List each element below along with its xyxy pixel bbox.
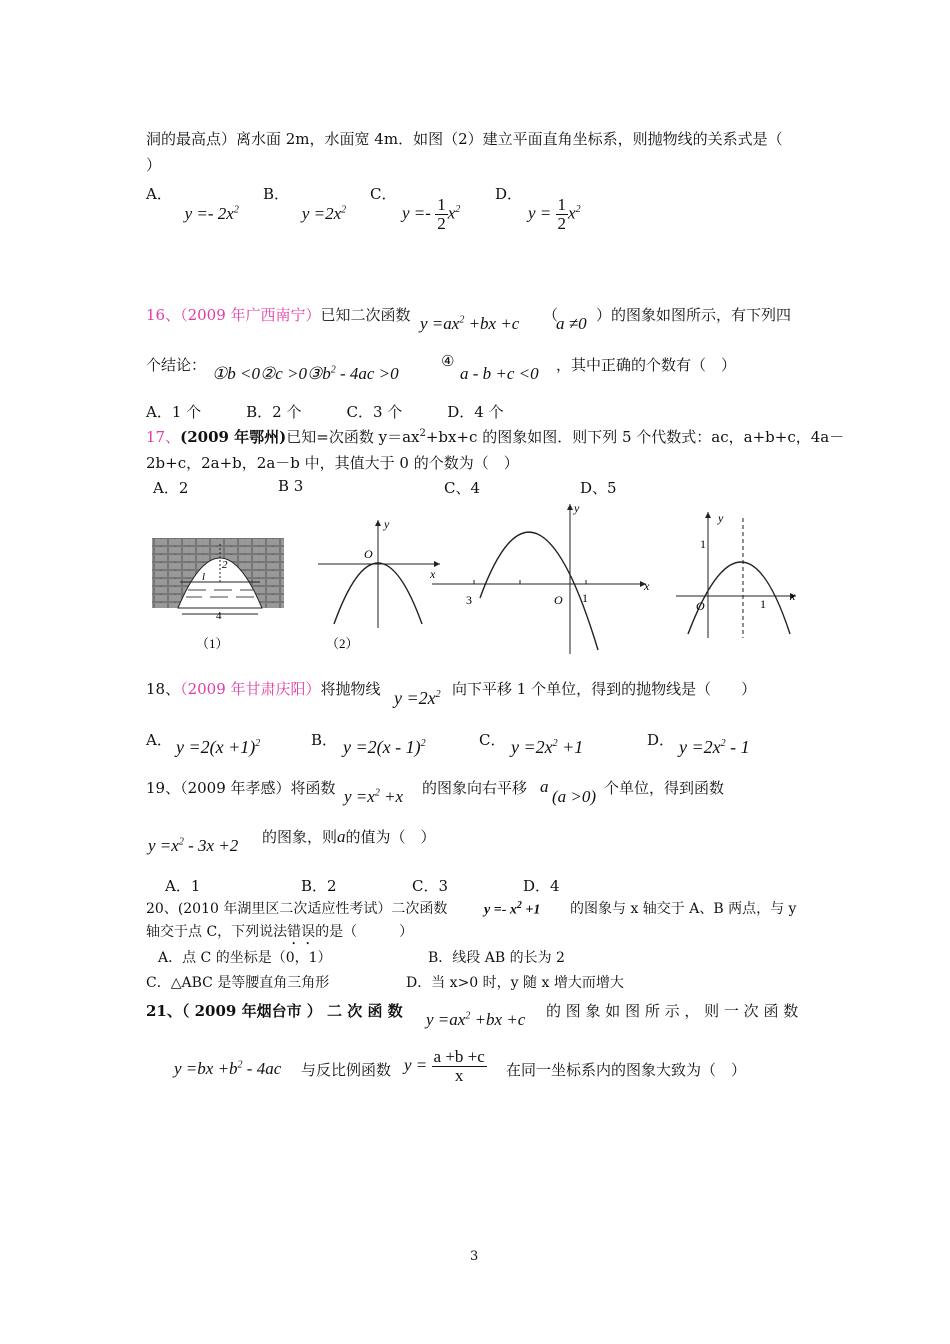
- q21-func: $y =ax^2 +bx +c$: [426, 1010, 526, 1029]
- q18-opt-a-expr: $y =2(x +1)^2$: [176, 737, 261, 757]
- q20-line1-end: 的图象与 x 轴交于 A、B 两点，与 y: [570, 901, 797, 917]
- q21-t3: 与反比例函数: [301, 1061, 392, 1079]
- q16-options: A．1 个 B．2 个 C．3 个 D．4 个: [146, 403, 504, 421]
- figure-1-l: l: [202, 571, 206, 583]
- figure-3-origin: O: [554, 593, 563, 607]
- q16-line1-end: ）的图象如图所示，有下列四: [596, 306, 792, 324]
- q16-line1: 16、（2009 年广西南宁）已知二次函数: [146, 306, 411, 324]
- q18-line: 18、（2009 年甘肃庆阳）将抛物线: [146, 680, 381, 698]
- q18-opt-a: A．: [146, 731, 172, 749]
- figure-3-minus3: 3: [466, 593, 472, 607]
- q19-opt-a: A．1: [165, 877, 201, 895]
- q18-opt-d-expr: $y =2x^2 - 1$: [679, 737, 750, 757]
- q19-line1: 19、（2009 年孝感）将函数: [146, 779, 336, 797]
- q15-opt-c-expr: y =- $\frac{1}{2}$ $x^2$: [402, 195, 461, 233]
- q18-opt-c-expr: $y =2x^2 +1$: [511, 737, 584, 757]
- q18-func: $y =2x^2$: [394, 688, 441, 708]
- figure-1-height: 2: [222, 559, 228, 571]
- q21-f2: y = $\frac{a +b +c}{x}$: [404, 1047, 485, 1085]
- figure-4-y: y: [718, 511, 724, 525]
- figure-4-parabola: [676, 511, 796, 638]
- figure-3-one: 1: [582, 591, 588, 605]
- q21-t4: 在同一坐标系内的图象大致为（ ）: [506, 1061, 747, 1079]
- q19-cond: (a >0): [552, 787, 597, 806]
- q20-func: $y =- x^2 +1$: [484, 900, 541, 918]
- page-number: 3: [470, 1249, 479, 1264]
- q17-opt-c: C、4: [444, 479, 481, 497]
- q20-opt-a: A．点 C 的坐标是（0，1）: [158, 950, 332, 966]
- figures-row: [140, 498, 820, 658]
- q19-func3: $y =x^2 - 3x +2$: [148, 836, 239, 855]
- q19-a: a: [540, 777, 549, 796]
- q17-opt-d: D、5: [580, 479, 617, 497]
- q20-opt-b: B．线段 AB 的长为 2: [428, 950, 565, 966]
- q19-func: $y =x^2 +x$: [344, 787, 404, 806]
- q20-opt-d: D．当 x>0 时，y 随 x 增大而增大: [406, 975, 624, 991]
- q15-opt-d-expr: y = $\frac{1}{2}$ $x^2$: [528, 195, 581, 233]
- figure-4-one-y: 1: [700, 537, 706, 551]
- q16-func: $y =ax^2 +bx +c$: [420, 314, 520, 333]
- q18-opt-d: D．: [647, 731, 675, 749]
- q21-line1: 21、（ 2009 年烟台市 ） 二 次 函 数: [146, 1002, 403, 1020]
- q18-opt-b: B．: [311, 731, 338, 749]
- q20-opt-c: C．△ABC 是等腰直角三角形: [146, 975, 330, 991]
- q16-c4mark: ④: [441, 352, 455, 370]
- q16-cond: a ≠0: [556, 314, 587, 333]
- q18-opt-b-expr: y =2(x - 1)$^2$: [343, 737, 426, 757]
- figure-2-parabola: [318, 517, 440, 651]
- q18-opt-c: C．: [479, 731, 506, 749]
- q20-line1: 20、(2010 年湖里区二次适应性考试）二次函数: [146, 901, 448, 917]
- q18-line-end: 向下平移 1 个单位，得到的抛物线是（ ）: [452, 680, 757, 698]
- q15-opt-b: B． $y =2x^2$: [263, 185, 347, 223]
- q19-line1-mid: 的图象向右平移: [422, 779, 528, 797]
- figure-2-label: （2）: [326, 636, 359, 651]
- q16-paren: （: [543, 306, 559, 324]
- q19-opt-c: C．3: [412, 877, 449, 895]
- figure-3-y: y: [574, 501, 580, 515]
- q19-opt-b: B．2: [301, 877, 337, 895]
- q19-opt-d: D．4: [523, 877, 560, 895]
- q19-line2: 的图象，则a的值为（ ）: [262, 827, 436, 846]
- q15-opt-a: A． $y =- 2x^2$: [146, 185, 239, 223]
- q17-opt-a: A．2: [153, 479, 189, 497]
- q16-conds: ①b <0②c $>0③b^2 - 4ac >0$: [212, 364, 399, 383]
- q16-c4: a - b +c <0: [460, 364, 539, 383]
- q17-opt-b: B 3: [278, 477, 304, 495]
- figure-2-y: y: [384, 517, 390, 531]
- q16-line2-end: ，其中正确的个数有（ ）: [556, 356, 737, 374]
- figure-1-bridge: [152, 538, 284, 651]
- q15-opt-d: D．: [495, 185, 523, 203]
- q15-opt-c: C．: [370, 185, 397, 203]
- q21-f1: $y =bx +b^2 - 4ac$: [174, 1059, 282, 1078]
- figure-4-one-x: 1: [760, 597, 766, 611]
- q17-line1: 17、(2009 年鄂州)已知=次函数 $y=ax^2+bx+c$ 的图象如图．则下列 5 个代数式：ac，a+b+c，4a－: [146, 428, 845, 446]
- q17-line2: 2b+c，2a+b，2a－b 中，其值大于 0 的个数为（ ）: [146, 454, 519, 472]
- q16-line2: 个结论：: [146, 356, 207, 374]
- q15-line1: 洞的最高点）离水面 2m，水面宽 4m．如图（2）建立平面直角坐标系，则抛物线的关系式是（: [146, 130, 783, 148]
- figure-3-parabola: [432, 501, 650, 654]
- figure-1-label: （1）: [196, 636, 229, 651]
- figure-4-x: x: [790, 589, 796, 603]
- q15-line2: ）: [146, 156, 162, 174]
- figure-2-x: x: [430, 567, 436, 581]
- figure-2-origin: O: [364, 547, 373, 561]
- q20-line2: 轴交于点 C，下列说法错误的是（ ）: [146, 924, 414, 940]
- figure-1-width: 4: [216, 610, 222, 622]
- figure-3-x: x: [644, 579, 650, 593]
- q21-line1-end: 的 图 象 如 图 所 示 ， 则 一 次 函 数: [546, 1002, 799, 1020]
- q19-line1-end: 个单位，得到函数: [604, 779, 725, 797]
- figure-4-origin: O: [696, 599, 705, 613]
